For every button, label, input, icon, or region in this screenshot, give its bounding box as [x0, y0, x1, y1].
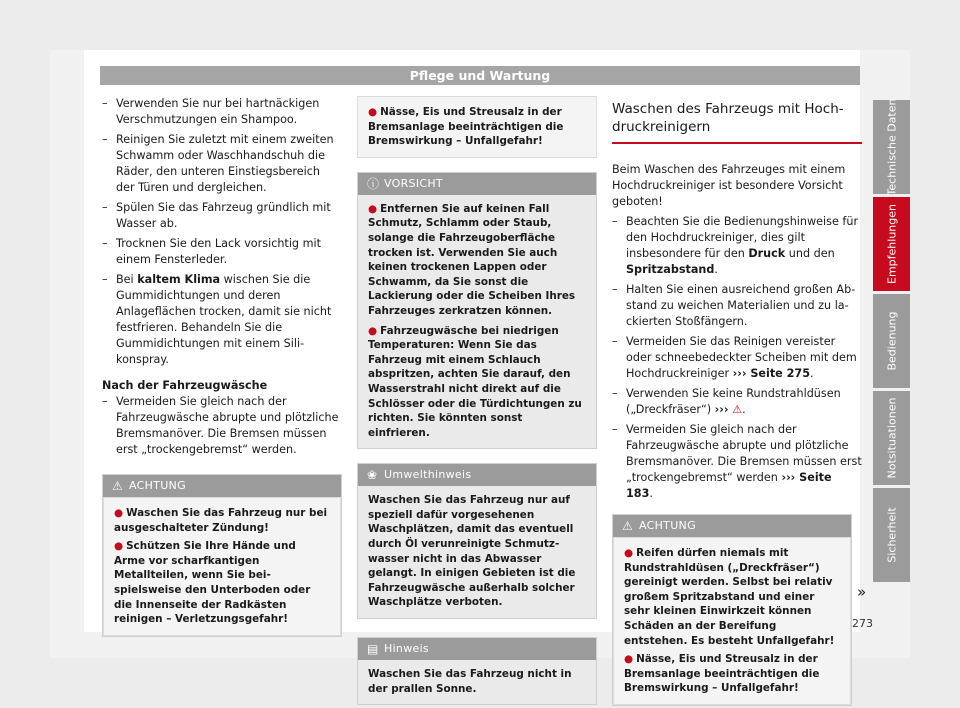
hint-box-body: Waschen Sie das Fahrzeug nicht in der prallen Sonne.	[368, 668, 572, 695]
environment-box-body: Waschen Sie das Fahrzeug nur auf speziell dafür vorgesehenen Waschplätzen, damit das eventuell durch Öl verunreinigte Schmutzwasser nicht in das Abwasser gelangt. In einigen Gebieten ist die Fahrzeugwäsche außerhalb solcher Waschplätze verboten.	[368, 494, 576, 609]
column-2	[357, 96, 597, 705]
column-3	[612, 96, 862, 706]
bullet-icon: ●	[368, 106, 378, 118]
washing-steps-list	[102, 96, 342, 368]
vorsicht-caution-box	[357, 172, 597, 450]
warning-triangle-icon: ⚠	[732, 403, 743, 416]
environment-box-header: ❀ Umwelthinweis	[358, 464, 596, 486]
warning-triangle-icon: ⚠	[622, 519, 634, 533]
hint-box-header: ▤ Hinweis	[358, 638, 596, 660]
list-item: – Vermeiden Sie das Reinigen vereister oder schneebedeckter Scheiben mit dem Hochdruckreiniger ››› Seite 275.	[612, 334, 862, 382]
list-item: – Bei kaltem Klima wischen Sie die Gummidichtungen und deren Anlageflächen trocken, damit sie nicht festfrieren. Behandeln Sie die Gummidichtungen mit einem Silikonspray.	[102, 272, 342, 368]
list-item: – Halten Sie einen ausreichend großen Abstand zu weichen Materialien und zu lackierten Stoßfängern.	[612, 282, 862, 330]
environment-note-box	[357, 463, 597, 619]
environment-leaf-icon: ❀	[367, 468, 378, 483]
caution-circle-icon: ⓘ	[367, 176, 380, 191]
bullet-icon: ●	[114, 540, 124, 553]
pressure-washer-list	[612, 214, 862, 502]
list-item: – Beachten Sie die Bedienungshinweise für den Hochdruckreiniger, dies gilt insbesondere für den Druck und den Spritzabstand.	[612, 214, 862, 278]
tab-technische-daten[interactable]: Technische Daten	[873, 100, 910, 194]
achtung-warning-box	[612, 514, 852, 706]
page-reference-link[interactable]: ››› Seite 183	[626, 471, 832, 500]
vorsicht-box-body: ● Entfernen Sie auf keinen Fall Schmutz, Schlamm oder Staub, solange die Fahrzeugoberfläche trocken ist. Verwenden Sie auch keinen trockenen Lappen oder Schwamm, da Sie sonst die Lackierung oder die Scheiben Ihres Fahrzeuges zerkratzen können. ● Fahrzeugwäsche bei niedrigen Temperaturen: Wenn Sie das Fahrzeug mit einem Schlauch abspritzen, achten Sie darauf, den Wasserstrahl nicht direkt auf die Schlösser oder die Türdichtungen zu richten. Sie könnten sonst einfrieren.	[368, 202, 582, 439]
bullet-icon: ●	[368, 324, 378, 337]
list-item: – Trocknen Sie den Lack vorsichtig mit einem Fensterleder.	[102, 236, 342, 268]
warning-reference-arrow[interactable]: ›››	[714, 403, 729, 416]
warning-continuation-box: ● Nässe, Eis und Streusalz in der Bremsanlage beeinträchtigen die Bremswirkung – Unfallgefahr!	[357, 96, 597, 158]
list-item: – Reinigen Sie zuletzt mit einem zweiten Schwamm oder Waschhandschuh die Räder, den unteren Einstiegsbereich der Türen und dergleichen.	[102, 132, 342, 196]
intro-paragraph: Beim Waschen des Fahrzeuges mit einem Hochdruckreiniger ist besondere Vorsicht geboten!	[612, 163, 846, 208]
hint-note-box	[357, 637, 597, 705]
warning-triangle-icon: ⚠	[112, 479, 124, 493]
page-header-title: Pflege und Wartung	[100, 66, 860, 85]
tab-empfehlungen[interactable]: Empfehlungen	[873, 197, 910, 291]
page-reference-link[interactable]: ››› Seite 275	[732, 367, 810, 380]
achtung-warning-box	[102, 474, 342, 637]
list-item: – Spülen Sie das Fahrzeug gründlich mit Wasser ab.	[102, 200, 342, 232]
list-item: – Vermeiden Sie gleich nach der Fahrzeugwäsche abrupte und plötzliche Bremsmanöver. Die Bremsen müssen erst „trockengebremst“ werden.	[102, 394, 342, 458]
bullet-icon: ●	[368, 202, 378, 215]
column-1	[102, 96, 342, 637]
achtung-box-body: ● Reifen dürfen niemals mit Rundstrahldüsen („Dreckfräser“) gereinigt werden. Selbst bei relativ großem Spritzabstand und einer sehr kleinen Einwirkzeit können Schäden an der Bereifung entstehen. Es besteht Unfallgefahr! ● Nässe, Eis und Streusalz in der Bremsanlage beeinträchtigen die Bremswirkung – Unfallgefahr!	[613, 537, 851, 705]
list-item: – Vermeiden Sie gleich nach der Fahrzeugwäsche abrupte und plötzliche Bremsmanöver. Die Bremsen müssen erst „trockengebremst“ werden ››› Seite 183.	[612, 422, 862, 502]
bullet-icon: ●	[114, 507, 124, 519]
note-document-icon: ▤	[367, 642, 379, 657]
achtung-box-header: ⚠ ACHTUNG	[613, 515, 851, 537]
tab-bedienung[interactable]: Bedienung	[873, 294, 910, 388]
list-item: – Verwenden Sie nur bei hartnäckigen Verschmutzungen ein Shampoo.	[102, 96, 342, 128]
continue-mark: »	[857, 583, 867, 601]
bullet-icon: ●	[624, 547, 634, 559]
bullet-icon: ●	[624, 653, 634, 666]
achtung-box-body: ● Waschen Sie das Fahrzeug nur bei ausgeschalteter Zündung! ● Schützen Sie Ihre Hände und Arme vor scharfkantigen Metallteilen, wenn Sie beispielsweise den Unterboden oder die Innenseite der Radkästen reinigen – Verletzungsgefahr!	[103, 497, 341, 636]
list-item: – Verwenden Sie keine Rundstrahldüsen („Dreckfräser“) ››› ⚠.	[612, 386, 862, 418]
subheading-after-wash: Nach der Fahrzeugwäsche	[102, 379, 268, 392]
tab-notsituationen[interactable]: Notsituationen	[873, 391, 910, 485]
page-number: 273	[852, 617, 873, 630]
vorsicht-box-header: ⓘ VORSICHT	[358, 173, 596, 195]
after-wash-list	[102, 394, 342, 458]
tab-sicherheit[interactable]: Sicherheit	[873, 488, 910, 582]
achtung-box-header: ⚠ ACHTUNG	[103, 475, 341, 497]
section-heading: Waschen des Fahrzeugs mit Hochdruckreinigern	[612, 100, 862, 144]
